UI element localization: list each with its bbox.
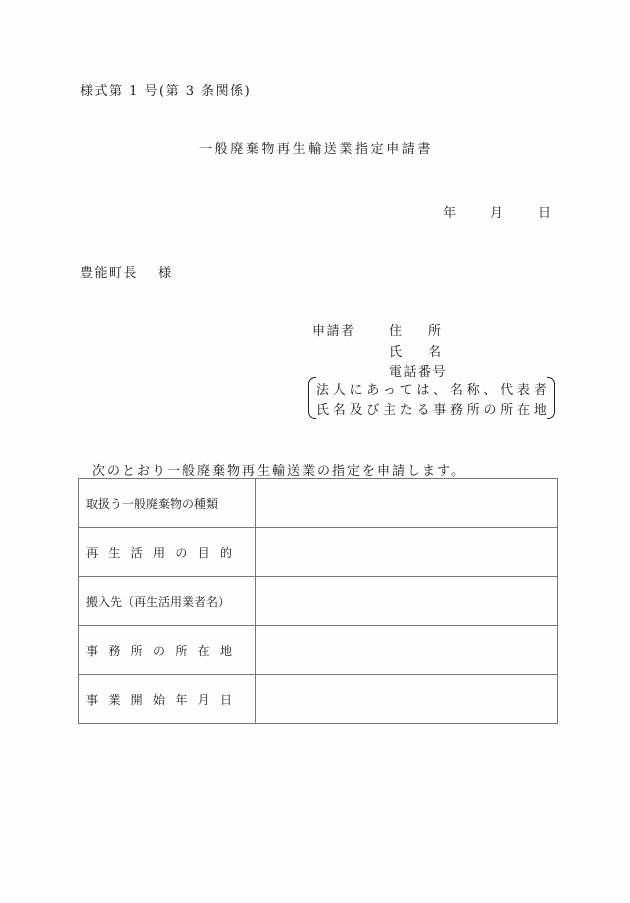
row-label: 取扱う一般廃棄物の種類: [79, 479, 256, 528]
row-label: 再生活用の目的: [79, 528, 256, 577]
intro-text: 次のとおり一般廃棄物再生輸送業の指定を申請します。: [92, 464, 466, 479]
start-date-field[interactable]: [256, 675, 558, 724]
right-bracket: [547, 377, 555, 419]
document-title: 一般廃棄物再生輸送業指定申請書: [199, 142, 434, 157]
date-month-label: 月: [490, 206, 504, 221]
table-row: [79, 528, 558, 577]
application-table: [78, 478, 558, 724]
destination-field[interactable]: [256, 577, 558, 626]
row-label: 搬入先（再生活用業者名）: [79, 577, 256, 626]
date-year-label: 年: [443, 206, 457, 221]
table-row: [79, 577, 558, 626]
note-line-2: 氏名及び主たる事務所の所在地: [316, 403, 548, 418]
table-row: [79, 675, 558, 724]
left-bracket: [308, 377, 316, 419]
recycling-purpose-field[interactable]: [256, 528, 558, 577]
address-label: 住 所: [389, 324, 442, 339]
table-row: [79, 626, 558, 675]
applicant-label: 申請者: [312, 324, 356, 339]
recipient: 豊能町長 様: [80, 266, 173, 281]
date-day-label: 日: [538, 206, 552, 221]
row-label: 事業開始年月日: [79, 675, 256, 724]
note-line-1: 法人にあっては、名称、代表者: [316, 383, 548, 398]
table-row: [79, 479, 558, 528]
row-label: 事務所の所在地: [79, 626, 256, 675]
waste-type-field[interactable]: [256, 479, 558, 528]
office-location-field[interactable]: [256, 626, 558, 675]
name-label: 氏 名: [389, 345, 442, 360]
form-number: 様式第 1 号(第 3 条関係): [80, 84, 252, 99]
phone-label: 電話番号: [389, 365, 448, 380]
corporation-note: [308, 377, 555, 419]
